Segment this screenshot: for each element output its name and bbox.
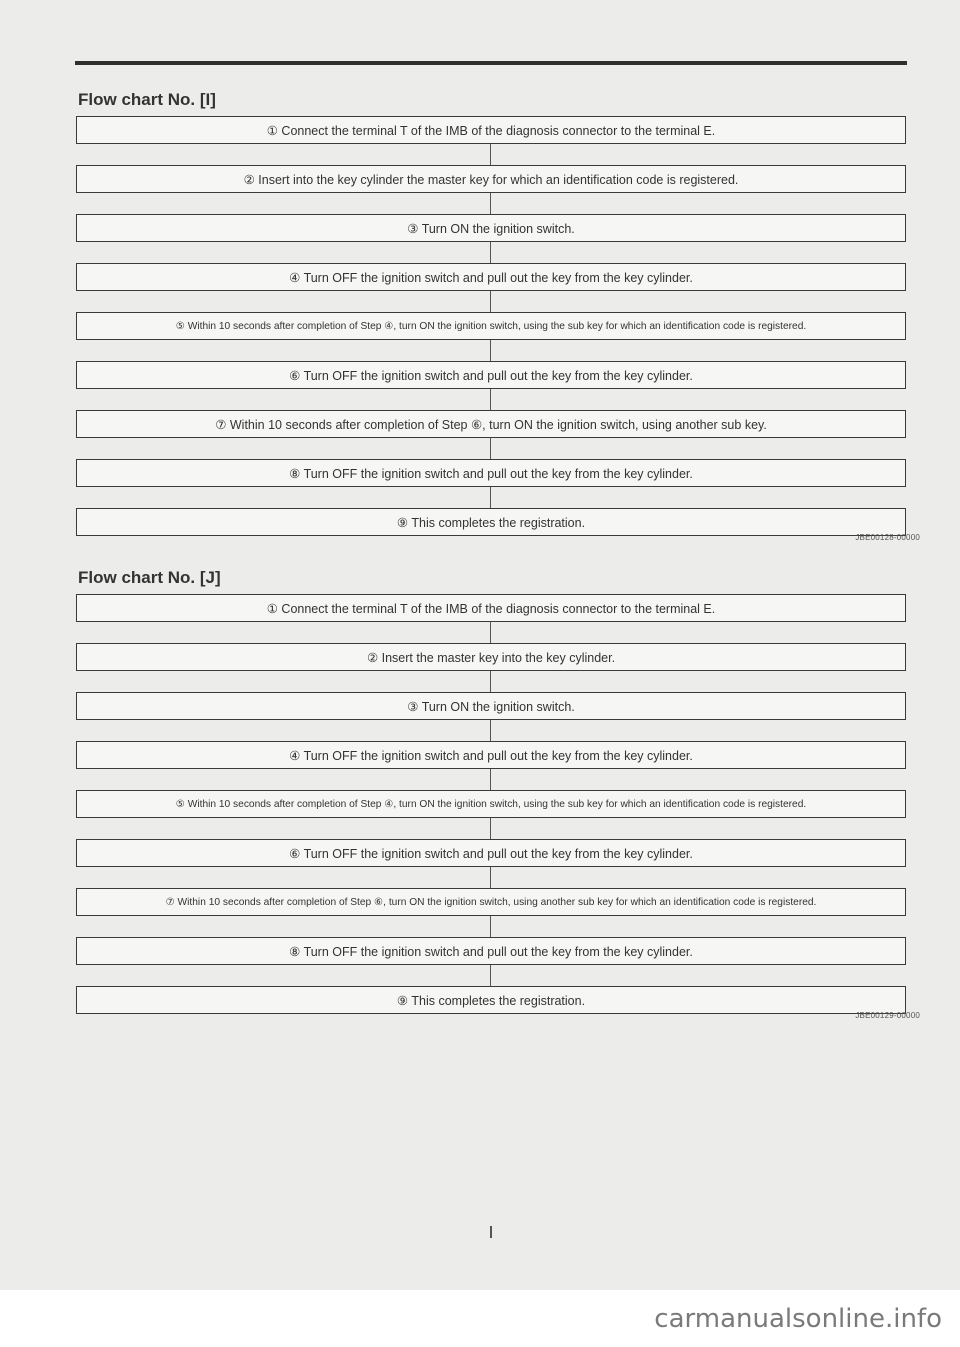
- flow-step-9: ⑨ This completes the registration.: [76, 986, 906, 1014]
- flow-connector: [490, 867, 491, 888]
- flow-step-3: ③ Turn ON the ignition switch.: [76, 214, 906, 242]
- flow-step-3: ③ Turn ON the ignition switch.: [76, 692, 906, 720]
- flow-step-5: ⑤ Within 10 seconds after completion of Step ④, turn ON the ignition switch, using the sub key for which an identification code is registered.: [76, 790, 906, 818]
- flow-step-7: ⑦ Within 10 seconds after completion of Step ⑥, turn ON the ignition switch, using another sub key for which an identification code is registered.: [76, 888, 906, 916]
- flow-connector: [490, 340, 491, 361]
- flow-connector: [490, 193, 491, 214]
- flow-step-8: ⑧ Turn OFF the ignition switch and pull out the key from the key cylinder.: [76, 459, 906, 487]
- footer-bar: [0, 1290, 960, 1347]
- flow-connector: [490, 622, 491, 643]
- flow-step-7: ⑦ Within 10 seconds after completion of Step ⑥, turn ON the ignition switch, using another sub key.: [76, 410, 906, 438]
- flow-chart-i-title: Flow chart No. [I]: [78, 90, 216, 109]
- page-mark: [490, 1226, 492, 1238]
- flow-step-4: ④ Turn OFF the ignition switch and pull out the key from the key cylinder.: [76, 263, 906, 291]
- flow-step-6: ⑥ Turn OFF the ignition switch and pull out the key from the key cylinder.: [76, 361, 906, 389]
- flow-connector: [490, 144, 491, 165]
- flow-connector: [490, 438, 491, 459]
- flow-step-9: ⑨ This completes the registration.: [76, 508, 906, 536]
- flow-chart-j-title: Flow chart No. [J]: [78, 568, 221, 587]
- flow-step-4: ④ Turn OFF the ignition switch and pull out the key from the key cylinder.: [76, 741, 906, 769]
- flow-step-5: ⑤ Within 10 seconds after completion of Step ④, turn ON the ignition switch, using the sub key for which an identification code is registered.: [76, 312, 906, 340]
- flow-connector: [490, 769, 491, 790]
- flow-connector: [490, 671, 491, 692]
- flow-connector: [490, 291, 491, 312]
- flow-step-1: ① Connect the terminal T of the IMB of the diagnosis connector to the terminal E.: [76, 116, 906, 144]
- figure-code: JBE00128-00000: [855, 533, 920, 542]
- figure-code: JBE00129-00000: [855, 1011, 920, 1020]
- flow-connector: [490, 916, 491, 937]
- top-rule: [75, 61, 907, 65]
- flow-connector: [490, 242, 491, 263]
- flow-connector: [490, 389, 491, 410]
- flow-step-6: ⑥ Turn OFF the ignition switch and pull out the key from the key cylinder.: [76, 839, 906, 867]
- flow-connector: [490, 487, 491, 508]
- flow-connector: [490, 965, 491, 986]
- flow-step-2: ② Insert into the key cylinder the master key for which an identification code is registered.: [76, 165, 906, 193]
- flow-connector: [490, 720, 491, 741]
- flow-step-8: ⑧ Turn OFF the ignition switch and pull out the key from the key cylinder.: [76, 937, 906, 965]
- flow-connector: [490, 818, 491, 839]
- flow-step-1: ① Connect the terminal T of the IMB of the diagnosis connector to the terminal E.: [76, 594, 906, 622]
- watermark-text: carmanualsonline.info: [654, 1304, 942, 1334]
- flow-step-2: ② Insert the master key into the key cylinder.: [76, 643, 906, 671]
